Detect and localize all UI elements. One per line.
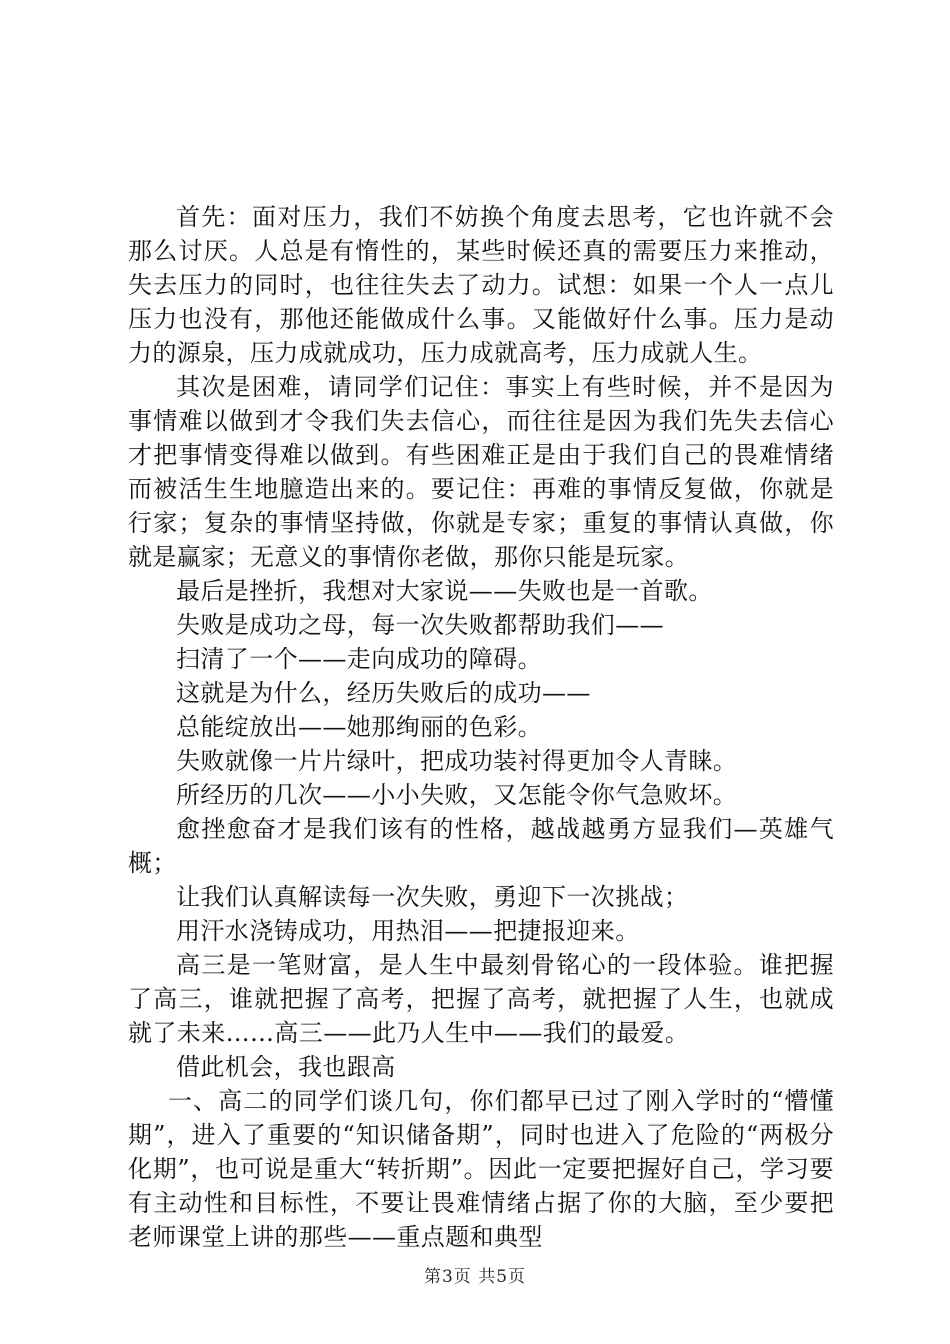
- poem-line: 愈挫愈奋才是我们该有的性格，越战越勇方显我们—英雄气概；: [128, 815, 834, 877]
- paragraph-senior-year: 高三是一笔财富，是人生中最刻骨铭心的一段体验。谁把握了高三，谁就把握了高考，把握了高考，就把握了人生，也就成就了未来……高三——此乃人生中——我们的最爱。: [128, 951, 834, 1047]
- page-number-footer: 第3页 共5页: [423, 1267, 527, 1287]
- poem-line: 失败就像一片片绿叶，把成功装衬得更加令人青睐。: [176, 747, 738, 775]
- poem-line: 这就是为什么，经历失败后的成功——: [176, 679, 591, 707]
- paragraph-advice: 一、高二的同学们谈几句，你们都早已过了刚入学时的“懵懂期”，进入了重要的“知识储备期”，同时也进入了危险的“两极分化期”，也可说是重大“转折期”。因此一定要把握好自己，学习要有主动性和目标性，不要让畏难情绪占据了你的大脑，至少要把老师课堂上讲的那些——重点题和典型: [128, 1087, 834, 1251]
- poem-line: 让我们认真解读每一次失败，勇迎下一次挑战；: [176, 883, 689, 911]
- paragraph-pressure: 首先：面对压力，我们不妨换个角度去思考，它也许就不会那么讨厌。人总是有惰性的，某些时候还真的需要压力来推动，失去压力的同时，也往往失去了动力。试想：如果一个人一点儿压力也没有，那他还能做成什么事。又能做好什么事。压力是动力的源泉，压力成就成功，压力成就高考，压力成就人生。: [128, 203, 834, 367]
- poem-line: 用汗水浇铸成功，用热泪——把捷报迎来。: [176, 917, 640, 945]
- document-body: [128, 200, 834, 1254]
- poem-line: 总能绽放出——她那绚丽的色彩。: [176, 713, 542, 741]
- poem-line: 失败是成功之母，每一次失败都帮助我们——: [176, 611, 664, 639]
- poem-line: 所经历的几次——小小失败，又怎能令你气急败坏。: [176, 781, 738, 809]
- paragraph-difficulty: 其次是困难，请同学们记住：事实上有些时候，并不是因为事情难以做到才令我们失去信心，而往往是因为我们先失去信心才把事情变得难以做到。有些困难正是由于我们自己的畏难情绪而被活生生地臆造出来的。要记住：再难的事情反复做，你就是行家；复杂的事情坚持做，你就是专家；重复的事情认真做，你就是赢家；无意义的事情你老做，那你只能是玩家。: [128, 373, 834, 571]
- poem-line: 扫清了一个——走向成功的障碍。: [176, 645, 542, 673]
- paragraph-opportunity: 借此机会，我也跟高: [176, 1053, 396, 1081]
- paragraph-setback: 最后是挫折，我想对大家说——失败也是一首歌。: [176, 577, 713, 605]
